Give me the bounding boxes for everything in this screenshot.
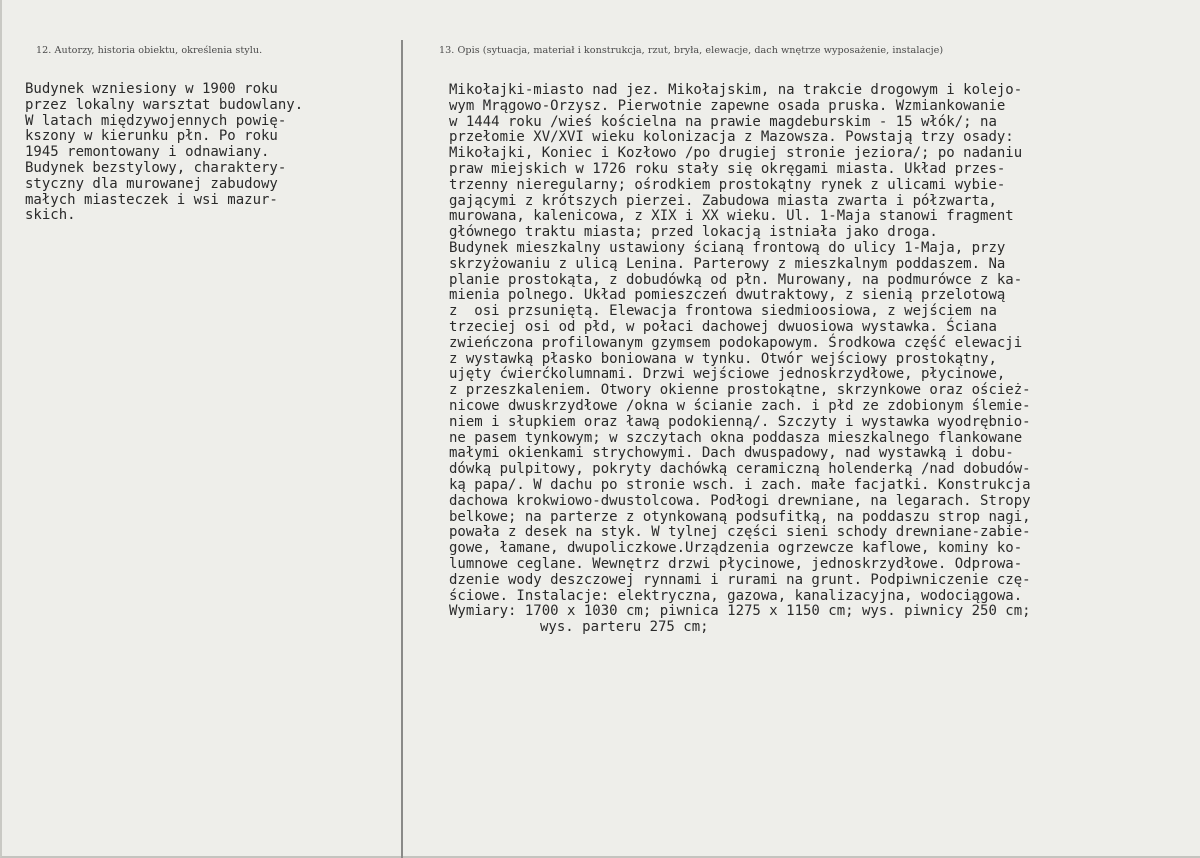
- description-line: Mikołajki-miasto nad jez. Mikołajskim, na trakcie drogowym i kolejo-: [449, 82, 1023, 98]
- description-line: z przeszkaleniem. Otwory okienne prostokątne, skrzynkowe oraz oścież-: [449, 382, 1031, 399]
- description-line: mienia polnego. Układ pomieszczeń dwutraktowy, z sienią przelotową: [449, 287, 1006, 304]
- description-line: lumnowe ceglane. Wewnętrz drzwi płycinowe, jednoskrzydłowe. Odprowa-: [449, 555, 1023, 572]
- description-line: wys. parteru 275 cm;: [540, 619, 709, 636]
- description-line: Wymiary: 1700 x 1030 cm; piwnica 1275 x 1150 cm; wys. piwnicy 250 cm;: [449, 603, 1031, 620]
- description-line: dzenie wody deszczowej rynnami i rurami na grunt. Podpiwniczenie czę-: [449, 571, 1031, 588]
- description-line: głównego traktu miasta; przed lokacją istniała jako droga.: [449, 224, 938, 241]
- description-line: Budynek mieszkalny ustawiony ścianą frontową do ulicy 1-Maja, przy: [449, 239, 1006, 256]
- description-line: nicowe dwuskrzydłowe /okna w ścianie zach. i płd ze zdobionym ślemie-: [449, 397, 1031, 414]
- description-text: [449, 83, 1031, 636]
- history-line: małych miasteczek i wsi mazur-: [25, 191, 278, 208]
- description-line: ściowe. Instalacje: elektryczna, gazowa, kanalizacyjna, wodociągowa.: [449, 587, 1023, 604]
- column-divider: [401, 40, 403, 858]
- description-line: małymi okienkami strychowymi. Dach dwuspadowy, nad wystawką i dobu-: [449, 445, 1014, 462]
- description-line: ką papa/. W dachu po stronie wsch. i zach. małe facjatki. Konstrukcja: [449, 476, 1031, 493]
- history-line: skich.: [25, 207, 76, 224]
- history-line: Budynek wzniesiony w 1900 roku: [25, 81, 278, 97]
- description-line: przełomie XV/XVI wieku kolonizacja z Mazowsza. Powstają trzy osady:: [449, 129, 1014, 146]
- history-text: [25, 82, 303, 224]
- description-line: gającymi z krótszych pierzei. Zabudowa miasta zwarta i półzwarta,: [449, 192, 997, 209]
- history-line: przez lokalny warsztat budowlany.: [25, 96, 304, 113]
- description-line: zwieńczona profilowanym gzymsem podokapowym. Środkowa część elewacji: [449, 334, 1023, 351]
- description-line: dówką pulpitowy, pokryty dachówką ceramiczną holenderką /nad dobudów-: [449, 461, 1031, 478]
- description-line: belkowe; na parterze z otynkowaną podsufitką, na poddaszu strop nagi,: [449, 508, 1031, 525]
- description-line: planie prostokąta, z dobudówką od płn. Murowany, na podmurówce z ka-: [449, 271, 1023, 288]
- description-line: z osi przsuniętą. Elewacja frontowa siedmioosiowa, z wejściem na: [449, 303, 997, 320]
- description-line: z wystawką płasko boniowana w tynku. Otwór wejściowy prostokątny,: [449, 350, 997, 367]
- history-line: styczny dla murowanej zabudowy: [25, 175, 278, 192]
- description-line: dachowa krokwiowo-dwustolcowa. Podłogi drewniane, na legarach. Stropy: [449, 492, 1031, 509]
- description-header: 13. Opis (sytuacja, materiał i konstrukcja, rzut, bryła, elewacje, dach wnętrze wyposażenie, instalacje): [439, 45, 944, 56]
- description-line: powała z desek na styk. W tylnej części sieni schody drewniane-zabie-: [449, 524, 1031, 541]
- description-line: murowana, kalenicowa, z XIX i XX wieku. Ul. 1-Maja stanowi fragment: [449, 208, 1014, 225]
- description-line: Mikołajki, Koniec i Kozłowo /po drugiej stronie jeziora/; po nadaniu: [449, 145, 1023, 162]
- description-line: ujęty ćwierćkolumnami. Drzwi wejściowe jednoskrzydłowe, płycinowe,: [449, 366, 1006, 383]
- history-line: W latach międzywojennych powię-: [25, 112, 287, 129]
- description-line: skrzyżowaniu z ulicą Lenina. Parterowy z mieszkalnym poddaszem. Na: [449, 255, 1006, 272]
- history-line: Budynek bezstylowy, charaktery-: [25, 159, 287, 176]
- authors-history-header: 12. Autorzy, historia obiektu, określenia stylu.: [36, 45, 263, 56]
- description-line: trzeciej osi od płd, w połaci dachowej dwuosiowa wystawka. Ściana: [449, 318, 997, 335]
- description-line: wym Mrągowo-Orzysz. Pierwotnie zapewne osada pruska. Wzmiankowanie: [449, 97, 1006, 114]
- history-line: 1945 remontowany i odnawiany.: [25, 144, 270, 161]
- description-line: niem i słupkiem oraz ławą podokienną/. Szczyty i wystawka wyodrębnio-: [449, 413, 1031, 430]
- description-line: ne pasem tynkowym; w szczytach okna poddasza mieszkalnego flankowane: [449, 429, 1023, 446]
- description-line: praw miejskich w 1726 roku stały się okręgami miasta. Układ przes-: [449, 160, 1006, 177]
- history-line: kszony w kierunku płn. Po roku: [25, 128, 278, 145]
- description-line: trzenny nieregularny; ośrodkiem prostokątny rynek z ulicami wybie-: [449, 176, 1006, 193]
- description-line: gowe, łamane, dwupoliczkowe.Urządzenia ogrzewcze kaflowe, kominy ko-: [449, 540, 1023, 557]
- description-line: w 1444 roku /wieś kościelna na prawie magdeburskim - 15 włók/; na: [449, 113, 997, 130]
